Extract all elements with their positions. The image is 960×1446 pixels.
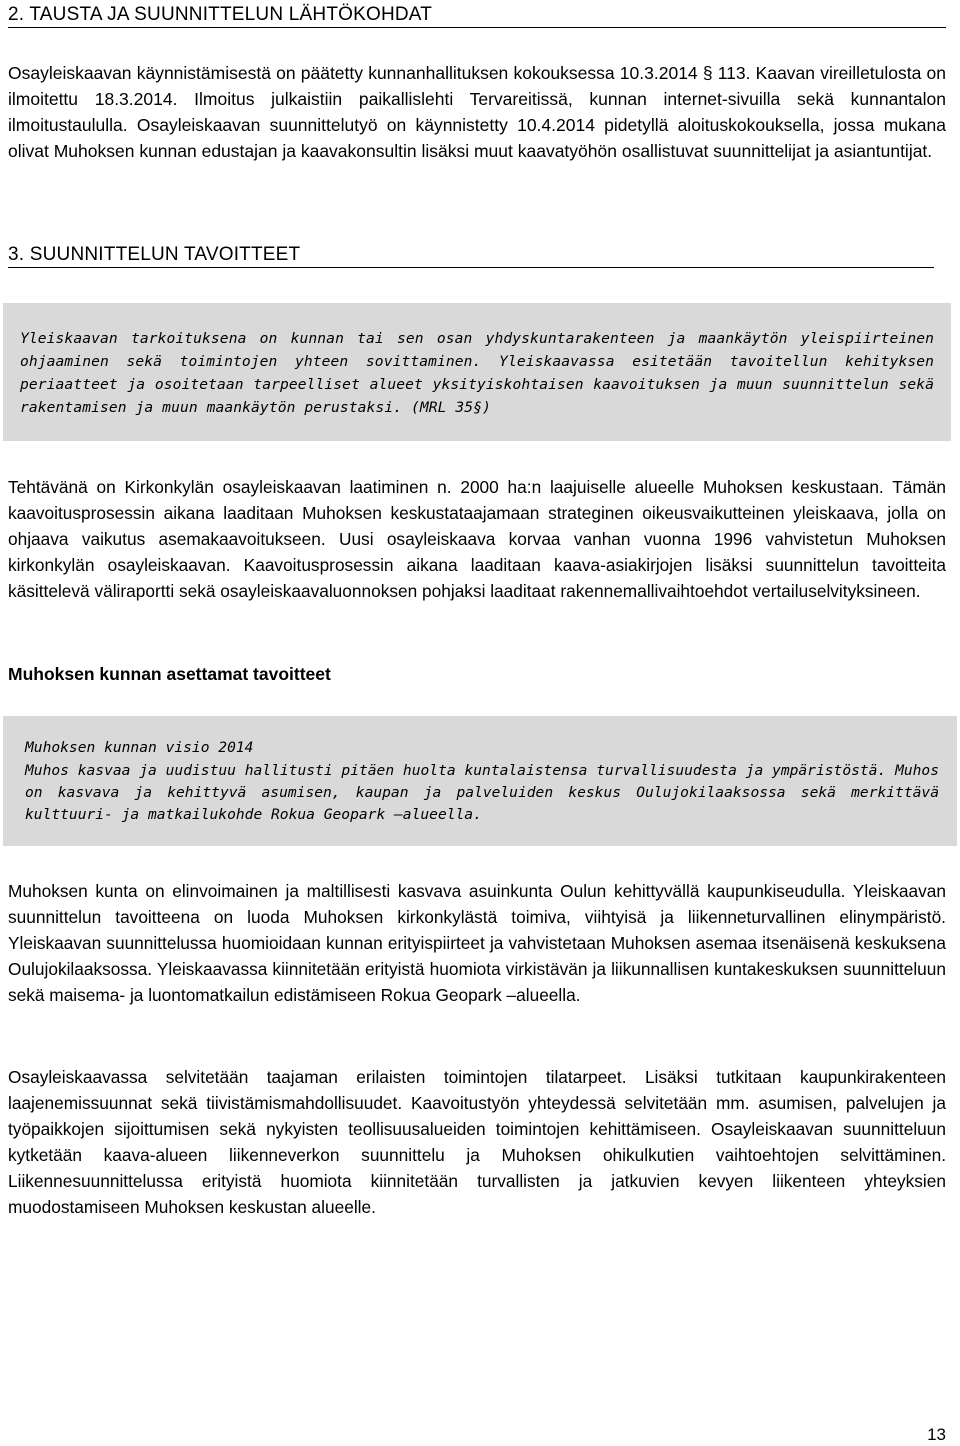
goals-subheading: Muhoksen kunnan asettamat tavoitteet: [8, 664, 331, 684]
goals-paragraph-1: Muhoksen kunta on elinvoimainen ja maltillisesti kasvava asuinkunta Oulun kehittyvällä kaupunkiseudulla. Yleiskaavan suunnittelun tavoitteena on luoda Muhoksen kirkonkylästä toimiva, viihtyisä ja liikenneturvallinen elinympäristö. Yleiskaavan suunnittelussa huomioidaan kunnan erityispiirteet ja vahvistetaan Muhoksen asemaa itsenäisenä keskuksena Oulujokilaaksossa. Yleiskaavassa kiinnitetään erityistä huomiota virkistävän ja liikunnallisen kuntakeskuksen suunnitteluun sekä maisema- ja luontomatkailun edistämiseen Rokua Geopark –alueella.: [8, 881, 946, 1005]
vision-text: Muhos kasvaa ja uudistuu hallitusti pitäen huolta kuntalaistensa turvallisuudesta ja ympäristöstä. Muhos on kasvava ja kehittyvä asumisen, kaupan ja palveluiden keskus Oulujokilaaksossa sekä merkittävä kulttuuri- ja matkailukohde Rokua Geopark –alueella.: [25, 762, 939, 823]
mrl-quote-box: [3, 303, 951, 441]
section-2-paragraph: Osayleiskaavan käynnistämisestä on päätetty kunnanhallituksen kokouksessa 10.3.2014 § 113. Kaavan vireilletulosta on ilmoitettu 18.3.2014. Ilmoitus julkaistiin paikallislehti Tervareitissä, kunnan internet-sivuilla sekä kunnantalon ilmoitustaululla. Osayleiskaavan suunnittelutyö on käynnistetty 10.4.2014 pidetyllä aloituskokouksella, jossa mukana olivat Muhoksen kunnan edustajan ja kaavakonsultin lisäksi muut kaavatyöhön osallistuvat suunnittelijat ja asiantuntijat.: [8, 63, 946, 161]
vision-title: Muhoksen kunnan visio 2014: [25, 739, 254, 756]
task-paragraph: Tehtävänä on Kirkonkylän osayleiskaavan laatiminen n. 2000 ha:n laajuiselle alueelle Muhoksen keskustaan. Tämän kaavoitusprosessin aikana laaditaan Muhoksen keskustataajamaan strateginen oikeusvaikutteinen yleiskaava, jolla on ohjaava vaikutus asemakaavoitukseen. Uusi osayleiskaava korvaa vanhan vuonna 1996 vahvistetun Muhoksen kirkonkylän osayleiskaavan. Kaavoitusprosessin aikana laaditaan kaava-asiakirjojen lisäksi suunnittelun tavoitteita käsittelevä väliraportti sekä osayleiskaavaluonnoksen pohjaksi laaditaat rakennemallivaihtoehdot vertailuselvityksineen.: [8, 477, 946, 601]
page-number: 13: [927, 1425, 946, 1444]
vision-box: [3, 716, 957, 846]
section-3-heading: 3. SUUNNITTELUN TAVOITTEET: [8, 244, 934, 268]
goals-paragraph-2: Osayleiskaavassa selvitetään taajaman erilaisten toimintojen tilatarpeet. Lisäksi tutkitaan kaupunkirakenteen laajenemissuunnat sekä tiivistämismahdollisuudet. Kaavoitustyön yhteydessä selvitetään mm. asumisen, palvelujen ja työpaikkojen sijoittumisen sekä nykyisten teollisuusalueiden toimintojen kehittämiseen. Osayleiskaavan suunnitteluun kytketään kaava-alueen liikenneverkon suunnittelu ja Muhoksen ohikulkutien vaihtoehtojen selvittäminen. Liikennesuunnittelussa erityistä huomiota kiinnitetään turvallisten ja jatkuvien kevyen liikenteen yhteyksien muodostamiseen Muhoksen keskustan alueelle.: [8, 1067, 946, 1217]
mrl-quote-text: Yleiskaavan tarkoituksena on kunnan tai sen osan yhdyskuntarakenteen ja maankäytön yleispiirteinen ohjaaminen sekä toimintojen yhteen sovittaminen. Yleiskaavassa esitetään tavoitellun kehityksen periaatteet ja osoitetaan tarpeelliset alueet yksityiskohtaisen kaavoituksen ja muun suunnittelun sekä rakentamisen ja muun maankäytön perustaksi. (MRL 35§): [20, 330, 934, 416]
section-2-heading: 2. TAUSTA JA SUUNNITTELUN LÄHTÖKOHDAT: [8, 4, 946, 28]
